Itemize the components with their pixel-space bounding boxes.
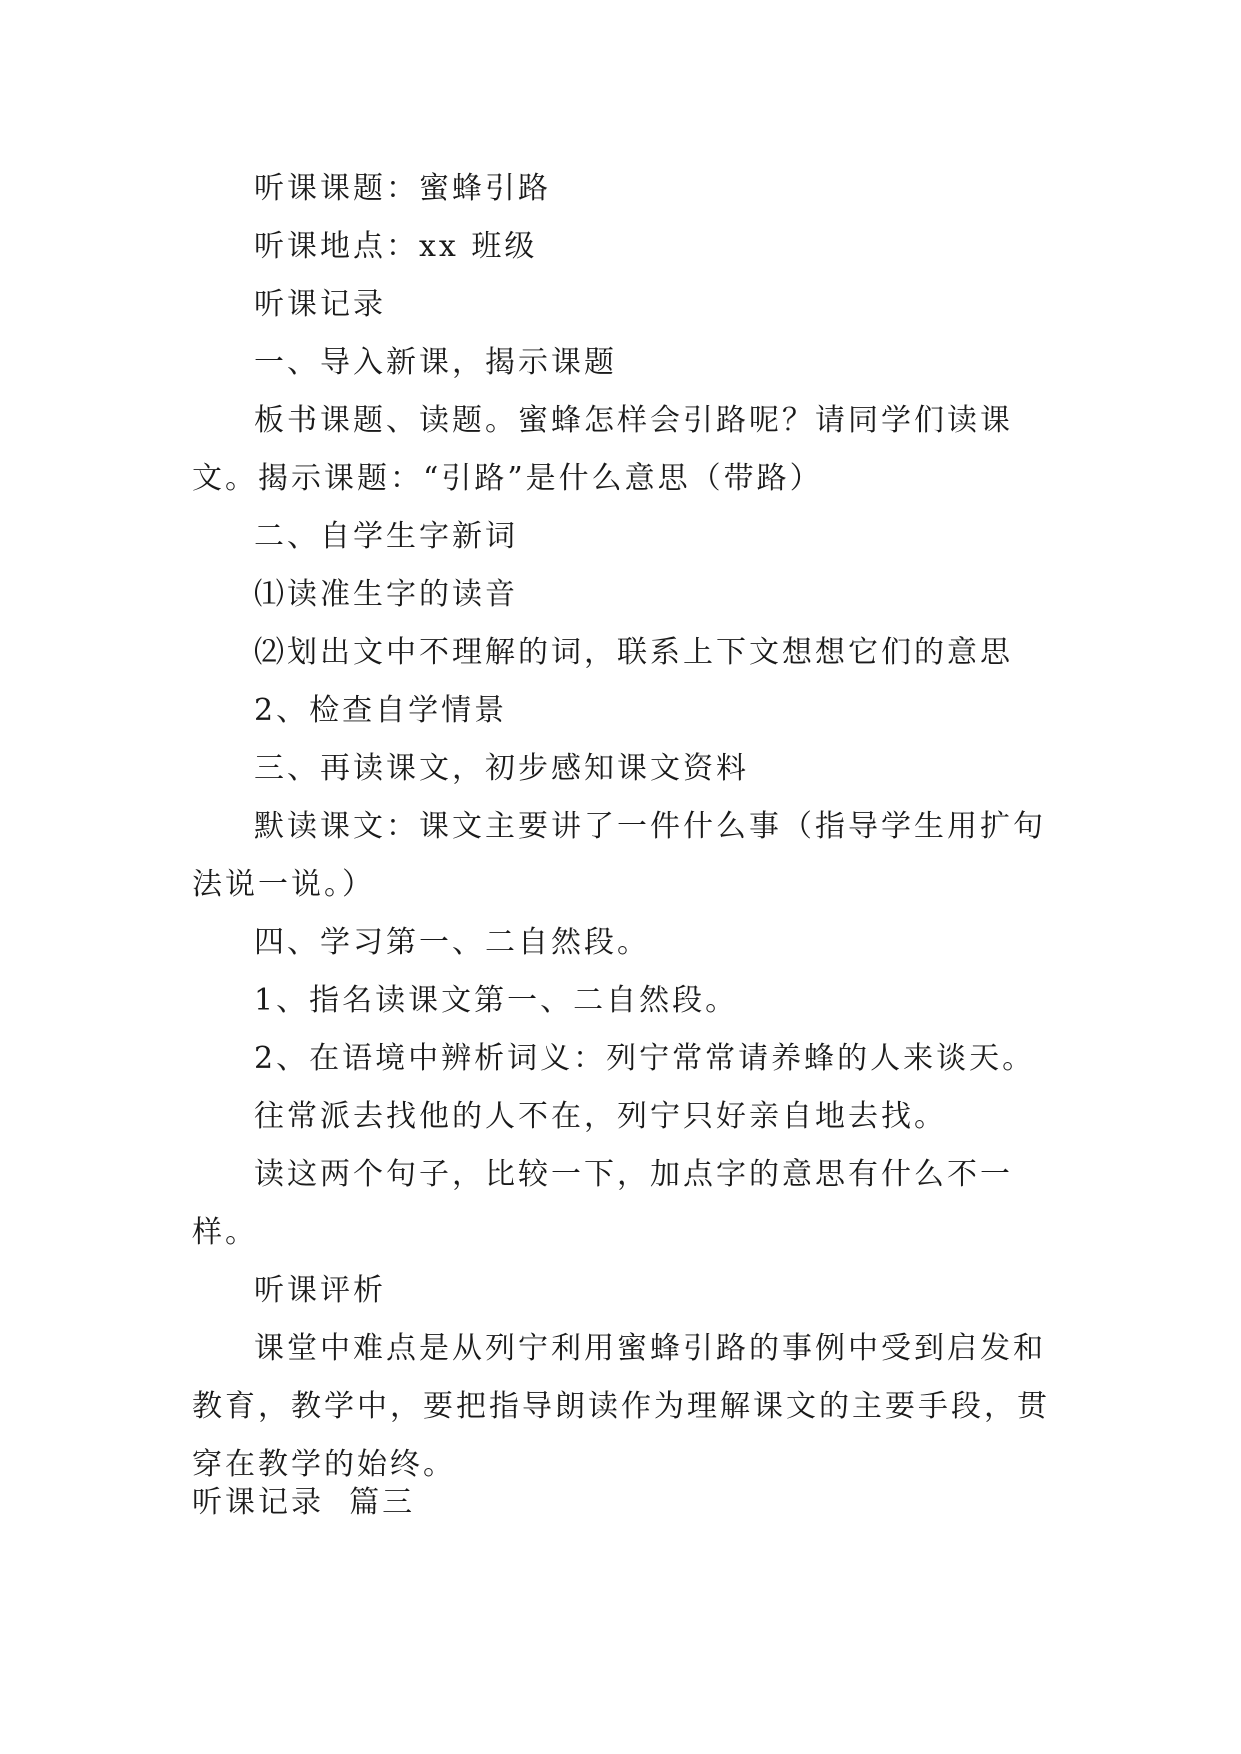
paragraph-blackboard-title: 板书课题、读题。蜜蜂怎样会引路呢？请同学们读课文。揭示课题：“引路”是什么意思（带路） bbox=[192, 403, 1013, 496]
paragraph-record-heading: 听课记录 bbox=[254, 287, 386, 322]
document-body bbox=[192, 160, 1072, 1494]
section-heading-part-three: 听课记录 篇三 bbox=[192, 1485, 416, 1520]
paragraph-read-sections: 1、指名读课文第一、二自然段。 bbox=[254, 983, 739, 1018]
paragraph-step-three: 三、再读课文，初步感知课文资料 bbox=[254, 751, 749, 786]
paragraph-check-self-study: 2、检查自学情景 bbox=[254, 693, 508, 728]
paragraph-evaluation-body: 课堂中难点是从列宁利用蜜蜂引路的事例中受到启发和教育，教学中，要把指导朗读作为理解课文的主要手段，贯穿在教学的始终。 bbox=[192, 1331, 1050, 1482]
paragraph-silent-reading: 默读课文：课文主要讲了一件什么事（指导学生用扩句法说一说。） bbox=[192, 809, 1046, 902]
paragraph-step-one: 一、导入新课，揭示课题 bbox=[254, 345, 617, 380]
paragraph-example-sentence: 往常派去找他的人不在，列宁只好亲自地去找。 bbox=[254, 1099, 947, 1134]
paragraph-mark-words: ⑵划出文中不理解的词，联系上下文想想它们的意思 bbox=[254, 635, 1013, 670]
paragraph-lesson-topic: 听课课题：蜜蜂引路 bbox=[254, 171, 551, 206]
paragraph-evaluation-heading: 听课评析 bbox=[254, 1273, 386, 1308]
paragraph-read-characters: ⑴读准生字的读音 bbox=[254, 577, 518, 612]
paragraph-step-two: 二、自学生字新词 bbox=[254, 519, 518, 554]
paragraph-lesson-location: 听课地点：xx 班级 bbox=[254, 229, 538, 264]
paragraph-word-meaning: 2、在语境中辨析词义：列宁常常请养蜂的人来谈天。 bbox=[254, 1041, 1036, 1076]
paragraph-step-four: 四、学习第一、二自然段。 bbox=[254, 925, 650, 960]
paragraph-compare-sentences: 读这两个句子，比较一下，加点字的意思有什么不一样。 bbox=[192, 1157, 1013, 1250]
